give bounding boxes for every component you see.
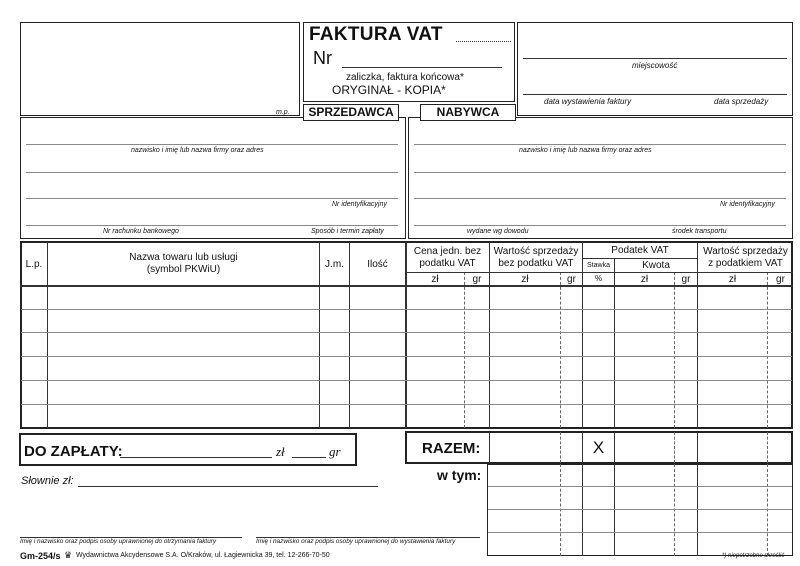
table-row[interactable] bbox=[21, 380, 792, 381]
to-pay-label: DO ZAPŁATY: bbox=[24, 443, 123, 460]
publisher-logo-icon: ♛ bbox=[64, 550, 73, 560]
w-tym-col bbox=[582, 464, 583, 556]
table-row[interactable] bbox=[21, 309, 792, 310]
invoice-variant: zaliczka, faktura końcowa* bbox=[346, 72, 464, 83]
w-tym-row[interactable] bbox=[488, 486, 792, 487]
w-tym-box bbox=[487, 464, 793, 556]
table-row[interactable] bbox=[21, 356, 792, 357]
footer-note: *) niepotrzebne skreślić bbox=[722, 553, 785, 559]
zl-label: zł bbox=[728, 274, 737, 285]
razem-col bbox=[489, 432, 490, 463]
to-pay-zl-line[interactable] bbox=[120, 457, 272, 458]
col-vat: Podatek VAT bbox=[611, 245, 669, 256]
buyer-line[interactable] bbox=[414, 198, 786, 199]
in-words-line[interactable] bbox=[78, 486, 378, 487]
issue-date-label: data wystawienia faktury bbox=[544, 97, 632, 106]
col-line bbox=[489, 242, 490, 428]
col-lp: L.p. bbox=[25, 259, 43, 270]
w-tym-col bbox=[560, 464, 561, 556]
date-line bbox=[523, 94, 787, 95]
col-line bbox=[582, 242, 583, 428]
w-tym-col bbox=[767, 464, 768, 556]
razem-label: RAZEM: bbox=[422, 440, 481, 457]
razem-col bbox=[674, 432, 675, 463]
buyer-tab: NABYWCA bbox=[420, 104, 516, 121]
publisher-info: Wydawnictwa Akcydensowe S.A. O/Kraków, ul. Łagiewnicka 39, tel. 12-266-70-50 bbox=[76, 552, 330, 559]
seller-line[interactable] bbox=[26, 198, 398, 199]
razem-col bbox=[614, 432, 615, 463]
gr-label: gr bbox=[567, 274, 576, 285]
col-qty: Ilość bbox=[367, 259, 388, 270]
w-tym-row[interactable] bbox=[488, 509, 792, 510]
buyer-line[interactable] bbox=[414, 172, 786, 173]
mp-label: m.p. bbox=[276, 109, 290, 116]
sign-issuer-label: Imię i nazwisko oraz podpis osoby uprawnionej do wystawienia faktury bbox=[256, 538, 456, 545]
seller-id-label: Nr identyfikacyjny bbox=[332, 201, 387, 208]
buyer-id-label: Nr identyfikacyjny bbox=[720, 201, 775, 208]
invoice-nr-line[interactable] bbox=[342, 67, 502, 68]
razem-col bbox=[767, 432, 768, 463]
col-gross-line2: z podatkiem VAT bbox=[708, 258, 783, 269]
zl-label: zł bbox=[640, 274, 649, 285]
to-pay-gr-line[interactable] bbox=[292, 457, 326, 458]
w-tym-row[interactable] bbox=[488, 532, 792, 533]
gr-label: gr bbox=[776, 274, 785, 285]
col-gross-line1: Wartość sprzedaży bbox=[703, 246, 788, 257]
col-rate-line1: Stawka bbox=[587, 262, 610, 269]
payment-label: Sposób i termin zapłaty bbox=[311, 228, 384, 235]
buyer-name-label: nazwisko i imię lub nazwa firmy oraz adres bbox=[519, 147, 652, 154]
buyer-box bbox=[408, 117, 793, 239]
zl-label: zł bbox=[521, 274, 529, 285]
col-price-line1: Cena jedn. bez bbox=[413, 246, 482, 257]
zl-label: zł bbox=[431, 274, 439, 285]
place-line bbox=[523, 58, 787, 59]
invoice-title: FAKTURA VAT bbox=[309, 24, 443, 45]
invoice-copy: ORYGINAŁ - KOPIA* bbox=[332, 83, 446, 97]
header-bottom-line bbox=[20, 285, 793, 287]
w-tym-label: w tym: bbox=[437, 467, 482, 483]
invoice-nr-label: Nr bbox=[313, 48, 332, 68]
col-name-line1: Nazwa towaru lub usługi bbox=[129, 252, 238, 263]
gr-label: gr bbox=[681, 274, 691, 285]
seller-name-label: nazwisko i imię lub nazwa firmy oraz adres bbox=[131, 147, 264, 154]
doc-label: wydane wg dowodu bbox=[467, 228, 529, 235]
vat-header-line bbox=[582, 258, 697, 259]
gr-label: gr bbox=[472, 274, 482, 285]
razem-col bbox=[697, 432, 698, 463]
transport-label: środek transportu bbox=[672, 228, 727, 235]
table-row[interactable] bbox=[21, 332, 792, 333]
col-net-line1: Wartość sprzedaży bbox=[493, 246, 579, 257]
title-dotted-line bbox=[456, 41, 511, 42]
col-line bbox=[405, 242, 407, 428]
w-tym-col bbox=[614, 464, 615, 556]
form-code: Gm-254/s bbox=[20, 551, 61, 561]
place-label: miejscowość bbox=[632, 61, 678, 70]
seller-box bbox=[20, 117, 406, 239]
col-rate-line2: % bbox=[594, 274, 603, 283]
stamp-box bbox=[20, 22, 300, 116]
seller-line[interactable] bbox=[26, 225, 398, 226]
seller-line[interactable] bbox=[26, 172, 398, 173]
w-tym-col bbox=[674, 464, 675, 556]
col-amount: Kwota bbox=[642, 260, 670, 271]
zl-gr-line bbox=[405, 272, 793, 273]
seller-line[interactable] bbox=[26, 144, 398, 145]
table-row[interactable] bbox=[21, 404, 792, 405]
col-unit: J.m. bbox=[325, 259, 344, 270]
razem-col bbox=[560, 432, 561, 463]
buyer-line[interactable] bbox=[414, 144, 786, 145]
to-pay-gr: gr bbox=[329, 444, 341, 459]
sign-receiver-label: Imię i nazwisko oraz podpis osoby uprawnionej do otrzymania faktury bbox=[20, 538, 217, 545]
buyer-line[interactable] bbox=[414, 225, 786, 226]
col-net-line2: bez podatku VAT bbox=[498, 258, 574, 269]
col-price-line2: podatku VAT bbox=[419, 258, 476, 269]
col-name-line2: (symbol PKWiU) bbox=[146, 264, 221, 275]
seller-tab: SPRZEDAWCA bbox=[303, 104, 399, 121]
w-tym-col bbox=[697, 464, 698, 556]
to-pay-zl: zł bbox=[276, 444, 285, 459]
bank-label: Nr rachunku bankowego bbox=[103, 228, 179, 235]
sale-date-label: data sprzedaży bbox=[714, 97, 769, 106]
razem-rate-x: X bbox=[592, 438, 605, 457]
col-line bbox=[697, 242, 698, 428]
in-words-label: Słownie zł: bbox=[21, 475, 74, 487]
